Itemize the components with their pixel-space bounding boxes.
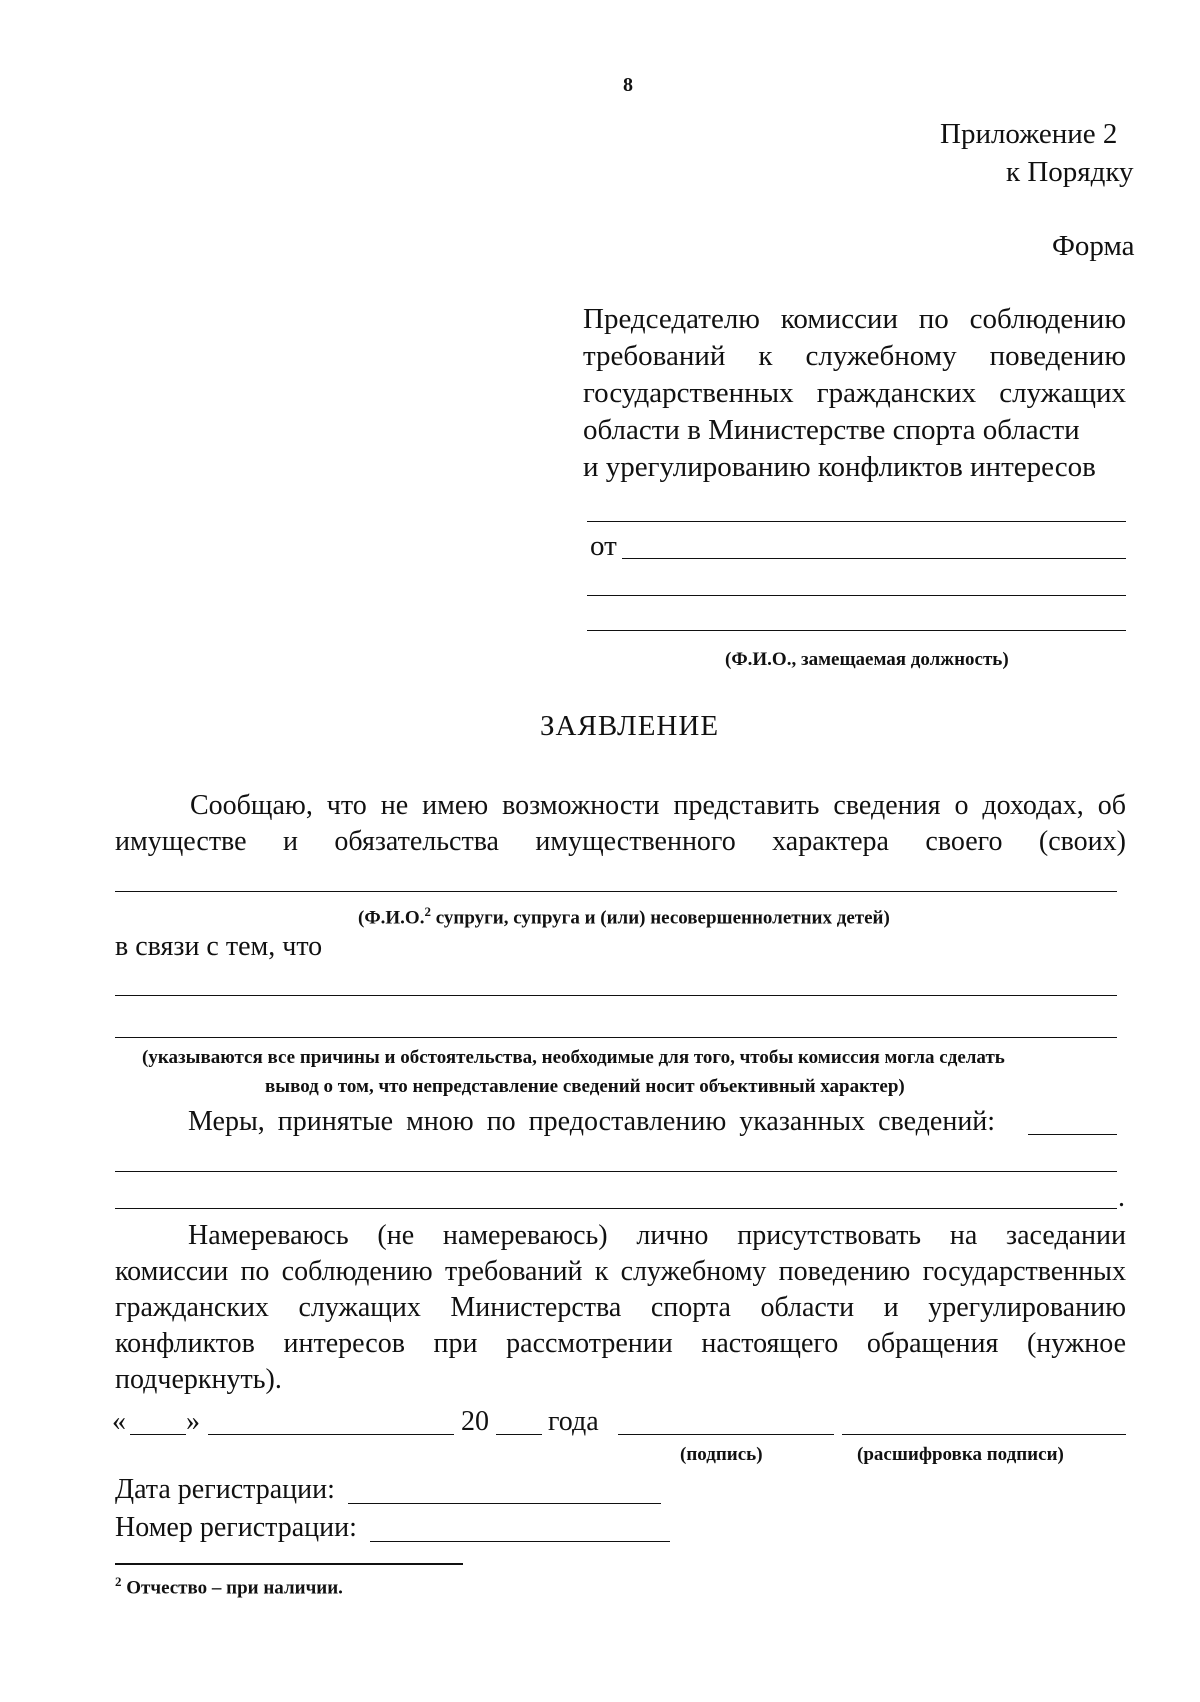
addressee-line-4: области в Министерстве спорта области	[583, 414, 1080, 446]
document-title: ЗАЯВЛЕНИЕ	[540, 710, 720, 742]
intent-line-3: гражданских служащих Министерства спорта области и урегулированию	[115, 1292, 1126, 1323]
footnote-text: Отчество – при наличии.	[121, 1577, 343, 1599]
reason-blank-2[interactable]	[115, 1037, 1117, 1038]
footnote-ref: 2	[424, 904, 431, 919]
intent-line-4: конфликтов интересов при рассмотрении настоящего обращения (нужное	[115, 1328, 1126, 1359]
addressee-line-5: и урегулированию конфликтов интересов	[583, 451, 1096, 483]
appendix-label: Приложение 2	[940, 118, 1118, 150]
year-label: года	[548, 1406, 599, 1437]
statement-line-2: имуществе и обязательства имущественного характера своего (своих)	[115, 826, 1126, 857]
addressee-caption: (Ф.И.О., замещаемая должность)	[725, 649, 1009, 670]
footnote-mark: 2	[115, 1574, 122, 1589]
footnote-divider	[115, 1563, 463, 1565]
reason-blank-1[interactable]	[115, 995, 1117, 996]
intent-line-1: Намереваюсь (не намереваюсь) лично присутствовать на заседании	[188, 1220, 1126, 1251]
signature-decode-caption: (расшифровка подписи)	[857, 1444, 1064, 1465]
family-fio-caption-prefix: (Ф.И.О.	[358, 907, 425, 929]
date-close-quote: »	[186, 1406, 200, 1437]
day-blank[interactable]	[130, 1434, 186, 1435]
measures-blank-1[interactable]	[115, 1171, 1117, 1172]
reason-caption-line-1: (указываются все причины и обстоятельства, необходимые для того, чтобы комиссия могла сделать	[142, 1047, 1005, 1068]
family-fio-caption	[358, 900, 890, 930]
measures-blank-2[interactable]	[115, 1208, 1117, 1209]
registration-date-label: Дата регистрации:	[115, 1474, 335, 1505]
registration-date-blank[interactable]	[348, 1503, 661, 1504]
measures-blank-inline[interactable]	[1028, 1134, 1117, 1135]
signature-blank[interactable]	[618, 1434, 834, 1435]
family-fio-blank[interactable]	[115, 891, 1117, 892]
from-label: от	[590, 530, 617, 562]
year-blank[interactable]	[496, 1434, 542, 1435]
family-fio-caption-suffix: супруги, супруга и (или) несовершеннолетних детей)	[430, 907, 890, 929]
reason-caption-line-2: вывод о том, что непредставление сведений носит объективный характер)	[265, 1076, 905, 1097]
year-prefix: 20	[461, 1406, 489, 1437]
from-blank[interactable]	[622, 558, 1126, 559]
reason-label: в связи с тем, что	[115, 931, 323, 962]
statement-line-1: Сообщаю, что не имею возможности представить сведения о доходах, об	[190, 790, 1126, 821]
registration-number-blank[interactable]	[370, 1541, 670, 1542]
page-number: 8	[623, 74, 633, 96]
registration-number-label: Номер регистрации:	[115, 1512, 357, 1543]
intent-line-5: подчеркнуть).	[115, 1364, 282, 1395]
signature-decode-blank[interactable]	[842, 1434, 1126, 1435]
addressee-line-1: Председателю комиссии по соблюдению	[583, 303, 1126, 335]
date-open-quote: «	[112, 1406, 126, 1437]
to-order-label: к Порядку	[1006, 156, 1134, 188]
addressee-blank-2[interactable]	[587, 595, 1126, 596]
addressee-line-2: требований к служебному поведению	[583, 340, 1126, 372]
measures-period: .	[1118, 1182, 1125, 1213]
intent-line-2: комиссии по соблюдению требований к служебному поведению государственных	[115, 1256, 1126, 1287]
form-label: Форма	[1052, 230, 1135, 262]
addressee-line-3: государственных гражданских служащих	[583, 377, 1126, 409]
measures-label: Меры, принятые мною по предоставлению указанных сведений:	[188, 1106, 996, 1137]
signature-caption: (подпись)	[680, 1444, 763, 1465]
month-blank[interactable]	[208, 1434, 454, 1435]
addressee-blank-1[interactable]	[587, 521, 1126, 522]
addressee-blank-3[interactable]	[587, 630, 1126, 631]
footnote	[115, 1570, 343, 1600]
